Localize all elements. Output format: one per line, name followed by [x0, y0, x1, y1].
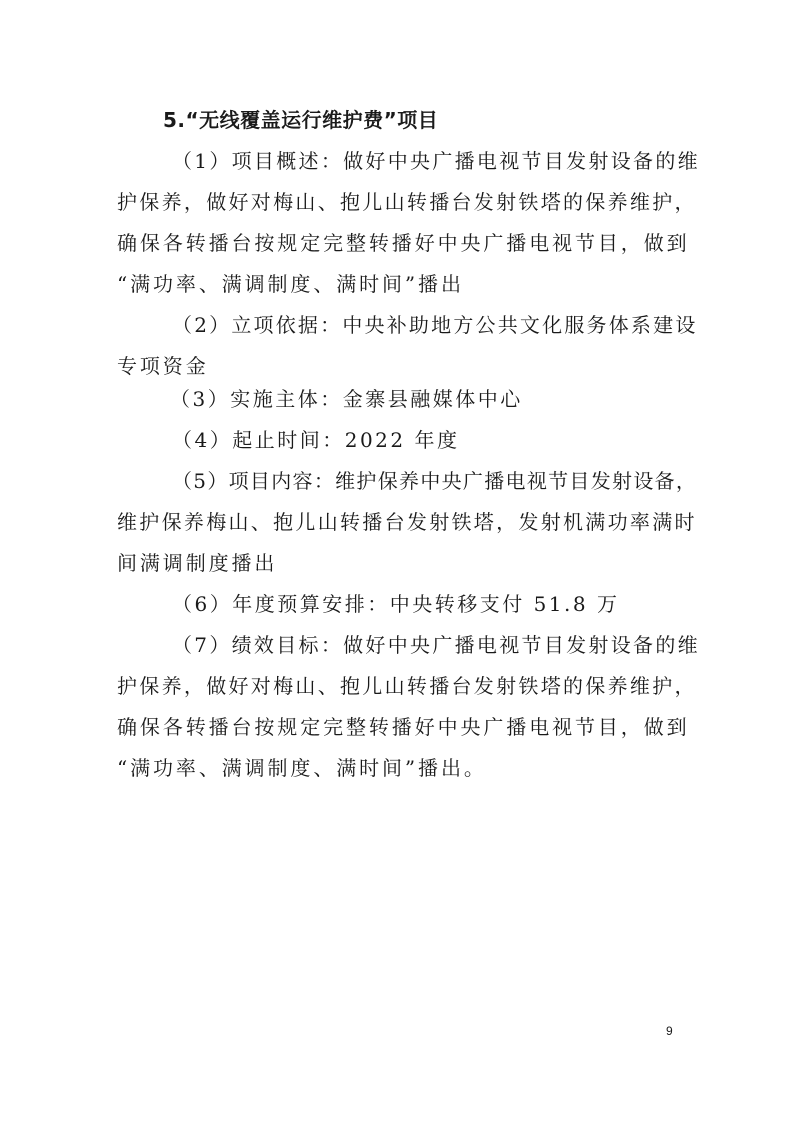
item-7-goal-line-4: “满功率、满调制度、满时间”播出。	[117, 756, 487, 780]
item-1-overview-line-4: “满功率、满调制度、满时间”播出	[117, 272, 464, 296]
item-5-content-line-1: （5）项目内容：维护保养中央广播电视节目发射设备，	[172, 469, 698, 493]
item-1-overview-line-1: （1）项目概述：做好中央广播电视节目发射设备的维	[172, 149, 700, 173]
item-7-goal-line-3: 确保各转播台按规定完整转播好中央广播电视节目，做到	[117, 715, 690, 739]
item-1-overview-line-3: 确保各转播台按规定完整转播好中央广播电视节目，做到	[117, 231, 690, 255]
item-2-basis-line-1: （2）立项依据：中央补助地方公共文化服务体系建设	[172, 313, 698, 337]
item-4-period: （4）起止时间：2022 年度	[172, 428, 460, 452]
item-1-overview-line-2: 护保养，做好对梅山、抱儿山转播台发射铁塔的保养维护，	[117, 190, 697, 214]
item-3-implementer: （3）实施主体：金寨县融媒体中心	[170, 387, 523, 411]
item-7-goal-line-1: （7）绩效目标：做好中央广播电视节目发射设备的维	[172, 633, 700, 657]
item-2-basis-line-2: 专项资金	[117, 354, 209, 378]
page-number: 9	[666, 1024, 673, 1038]
item-5-content-line-3: 间满调制度播出	[117, 551, 278, 575]
item-7-goal-line-2: 护保养，做好对梅山、抱儿山转播台发射铁塔的保养维护，	[117, 674, 697, 698]
section-heading: 5.“无线覆盖运行维护费”项目	[163, 108, 439, 132]
item-6-budget: （6）年度预算安排：中央转移支付 51.8 万	[172, 592, 620, 616]
item-5-content-line-2: 维护保养梅山、抱儿山转播台发射铁塔，发射机满功率满时	[117, 510, 697, 534]
